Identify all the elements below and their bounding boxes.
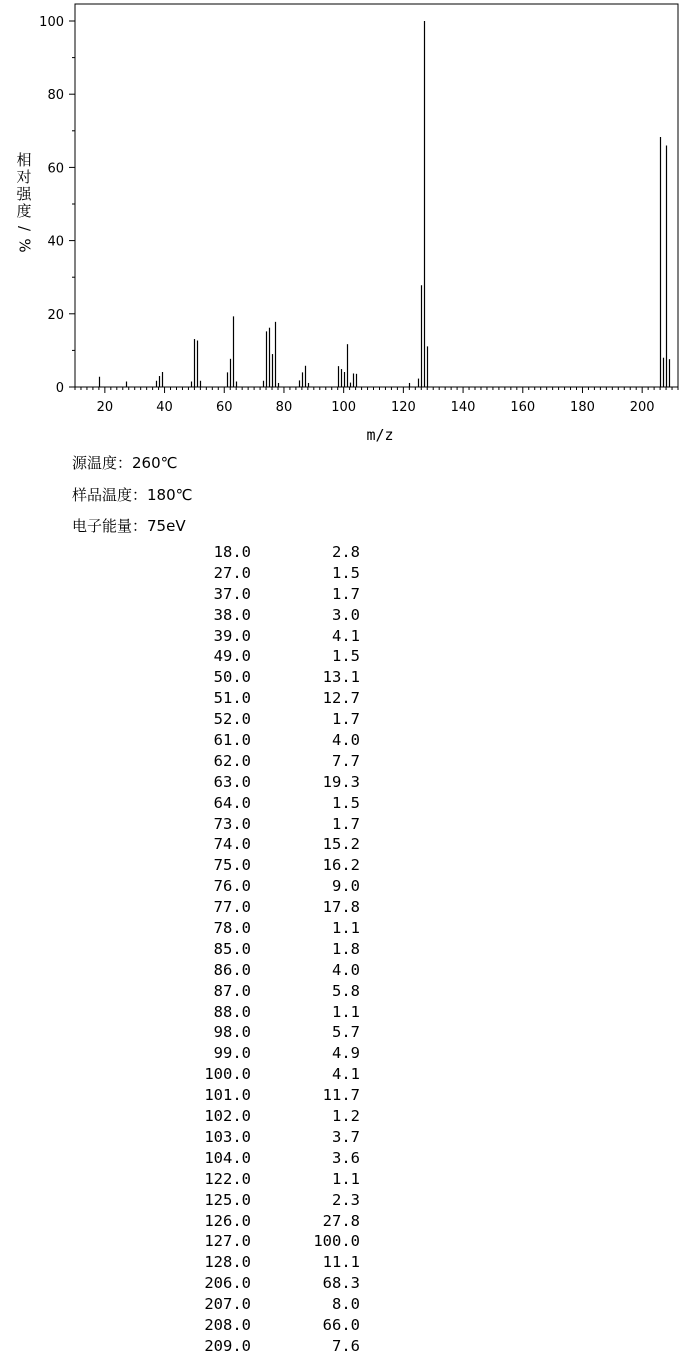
table-cell-mz: 63.0 [213,772,251,791]
y-tick-label: 80 [47,88,64,104]
y-axis-label-char: % [15,238,34,253]
table-cell-intensity: 100.0 [313,1232,360,1251]
table-cell-intensity: 3.6 [332,1148,360,1167]
table-cell-mz: 122.0 [204,1169,251,1188]
x-tick-label: 200 [629,400,655,415]
table-cell-mz: 209.0 [204,1336,251,1355]
table-cell-intensity: 1.7 [332,584,360,603]
table-cell-mz: 74.0 [213,835,251,854]
table-cell-mz: 208.0 [204,1315,251,1334]
y-axis-label-char: 强 [16,185,32,203]
table-cell-mz: 86.0 [213,960,251,979]
table-cell-mz: 103.0 [204,1127,251,1146]
table-cell-intensity: 4.0 [332,960,360,979]
table-cell-intensity: 2.8 [332,543,360,561]
table-cell-mz: 76.0 [213,877,251,896]
table-cell-intensity: 1.5 [332,647,360,666]
y-axis-label-char: 相 [16,151,32,169]
table-cell-intensity: 1.1 [332,919,360,938]
table-cell-intensity: 1.1 [332,1002,360,1021]
table-cell-intensity: 1.2 [332,1107,360,1126]
table-cell-intensity: 3.0 [332,605,360,624]
y-axis-label [14,152,34,254]
table-cell-mz: 51.0 [213,689,251,708]
y-tick-label: 20 [47,307,64,323]
table-cell-intensity: 4.1 [332,1065,360,1084]
table-cell-intensity: 66.0 [322,1315,360,1334]
table-cell-mz: 50.0 [213,668,251,687]
table-cell-mz: 37.0 [213,584,251,603]
table-cell-mz: 77.0 [213,898,251,917]
table-cell-mz: 27.0 [213,563,251,582]
table-cell-mz: 75.0 [213,856,251,875]
table-cell-intensity: 7.7 [332,751,360,770]
table-cell-mz: 104.0 [204,1148,251,1167]
x-tick-label: 80 [275,400,293,415]
condition-sample-temperature [72,484,193,505]
condition-label: 样品温度： [72,486,148,504]
table-cell-mz: 127.0 [204,1232,251,1251]
y-tick-label: 60 [47,161,64,177]
table-cell-mz: 99.0 [213,1044,251,1063]
table-cell-intensity: 4.9 [332,1044,360,1063]
table-cell-mz: 85.0 [213,939,251,958]
table-cell-mz: 102.0 [204,1107,251,1126]
y-axis-label-char: / [15,225,34,232]
x-tick-label: 180 [570,400,595,415]
table-cell-intensity: 68.3 [322,1274,360,1293]
table-cell-mz: 87.0 [213,981,251,1000]
x-tick-label: 20 [96,400,114,415]
condition-electron-energy [72,515,186,536]
table-cell-intensity: 1.5 [332,793,360,812]
x-axis-label: m/z [366,426,394,444]
table-cell-intensity: 11.7 [322,1086,360,1105]
table-cell-intensity: 4.1 [332,626,360,645]
condition-value: 260℃ [132,454,178,472]
table-cell-mz: 101.0 [204,1086,251,1105]
table-cell-mz: 52.0 [213,710,251,729]
table-cell-intensity: 11.1 [322,1253,360,1272]
condition-source-temperature [72,452,178,473]
table-cell-intensity: 3.7 [332,1127,360,1146]
x-tick-label: 100 [331,400,357,415]
table-cell-mz: 64.0 [213,793,251,812]
plot-frame [75,4,678,387]
table-cell-intensity: 1.7 [332,814,360,833]
y-tick-label: 40 [47,234,64,250]
condition-label: 电子能量： [72,517,148,535]
table-cell-intensity: 13.1 [322,668,360,687]
table-cell-mz: 49.0 [213,647,251,666]
x-tick-label: 140 [450,400,476,415]
table-cell-intensity: 15.2 [322,835,360,854]
table-cell-intensity: 1.5 [332,563,360,582]
table-cell-mz: 39.0 [213,626,251,645]
y-tick-label: 0 [55,381,64,396]
table-cell-mz: 98.0 [213,1023,251,1042]
table-cell-intensity: 2.3 [332,1190,360,1209]
table-cell-mz: 125.0 [204,1190,251,1209]
table-cell-mz: 100.0 [204,1065,251,1084]
table-cell-mz: 88.0 [213,1002,251,1021]
x-tick-label: 160 [510,400,536,415]
table-cell-intensity: 5.7 [332,1023,360,1042]
condition-value: 180℃ [147,486,193,504]
table-cell-intensity: 27.8 [322,1211,360,1230]
y-axis-label-char: 度 [16,202,32,220]
table-cell-intensity: 1.8 [332,939,360,958]
condition-label: 源温度： [72,454,133,472]
table-cell-mz: 206.0 [204,1274,251,1293]
table-cell-intensity: 1.7 [332,710,360,729]
table-cell-intensity: 19.3 [322,772,360,791]
table-cell-intensity: 16.2 [322,856,360,875]
table-cell-intensity: 5.8 [332,981,360,1000]
table-cell-mz: 38.0 [213,605,251,624]
table-cell-intensity: 1.1 [332,1169,360,1188]
x-tick-label: 120 [390,400,416,415]
table-cell-intensity: 17.8 [322,898,360,917]
table-cell-intensity: 8.0 [332,1295,360,1314]
table-cell-mz: 78.0 [213,919,251,938]
table-cell-mz: 126.0 [204,1211,251,1230]
table-cell-mz: 62.0 [213,751,251,770]
table-cell-intensity: 12.7 [322,689,360,708]
table-cell-mz: 207.0 [204,1295,251,1314]
y-tick-label: 100 [39,15,64,30]
table-cell-intensity: 7.6 [332,1336,360,1355]
condition-value: 75eV [147,517,186,535]
table-cell-intensity: 4.0 [332,731,360,750]
table-cell-intensity: 9.0 [332,877,360,896]
x-tick-label: 60 [215,400,233,415]
table-cell-mz: 73.0 [213,814,251,833]
table-cell-mz: 61.0 [213,731,251,750]
mass-spectrum-chart [0,0,680,420]
table-cell-mz: 128.0 [204,1253,251,1272]
y-axis-label-char: 对 [16,168,32,186]
table-cell-mz: 18.0 [213,543,251,561]
x-tick-label: 40 [156,400,173,415]
